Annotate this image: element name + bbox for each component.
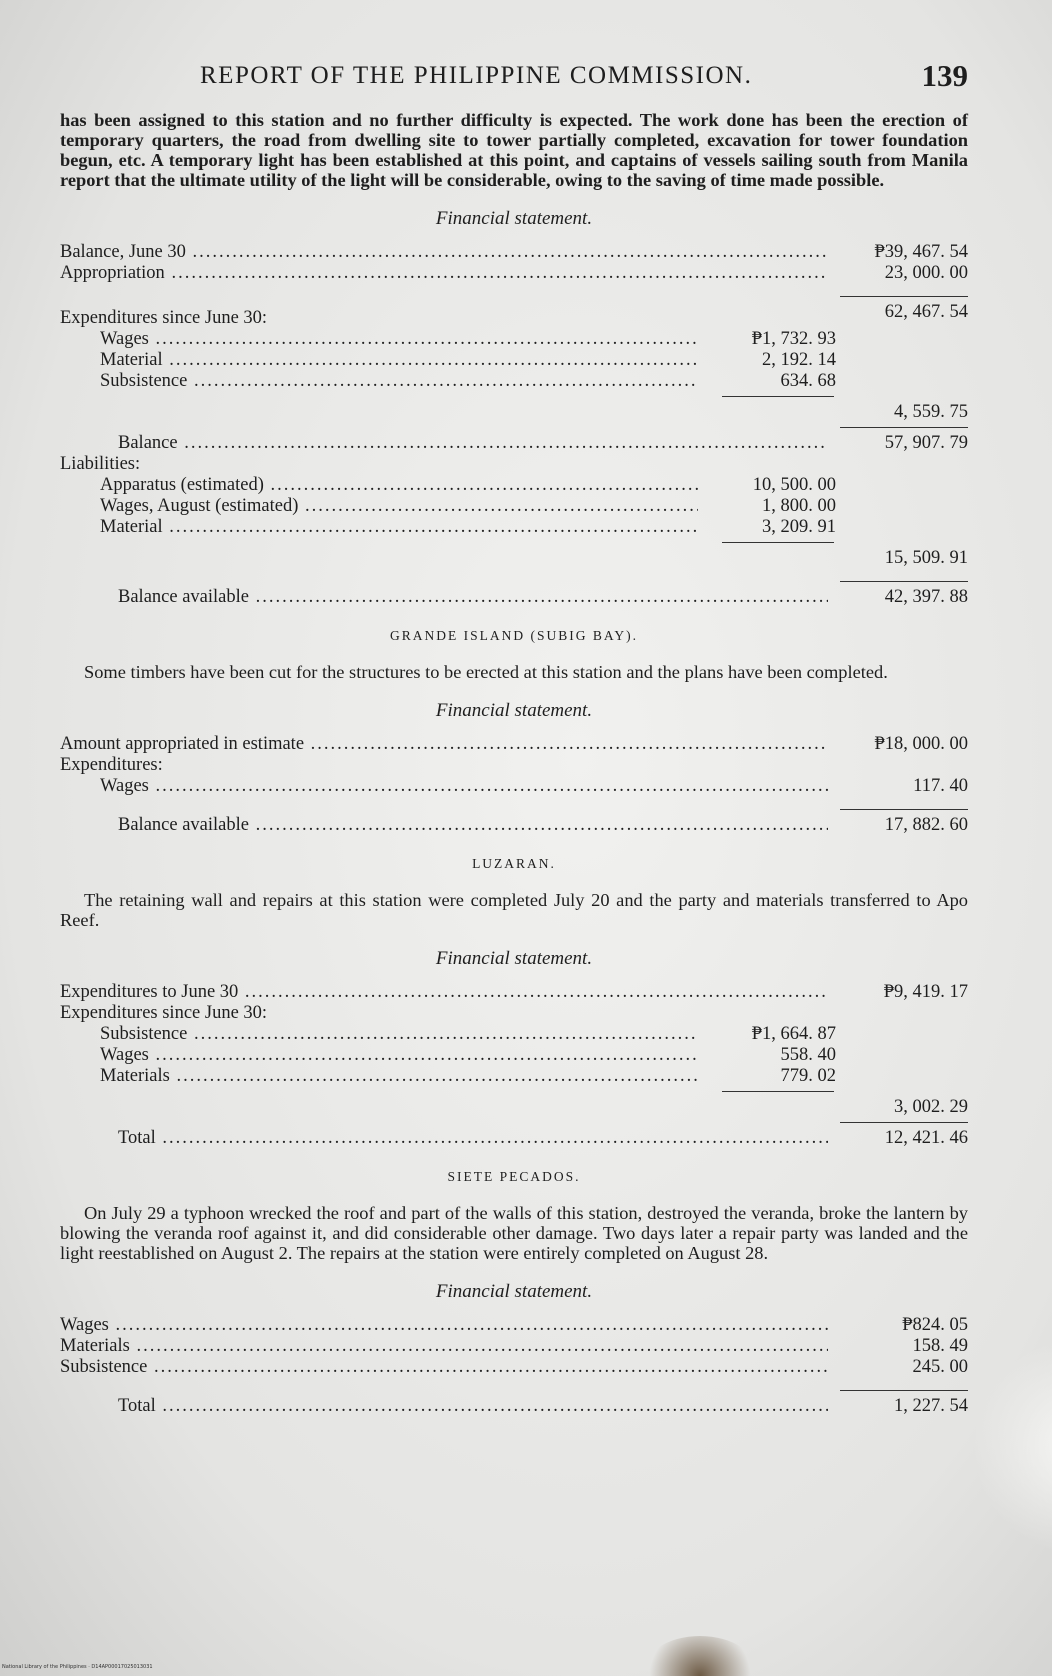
ledger-label: Subsistence .....: [60, 1024, 698, 1045]
financial-statement-title: Financial statement.: [435, 1281, 593, 1302]
financial-statement-title: Financial statement.: [435, 700, 593, 721]
ledger-amount: 10, 500. 00: [752, 475, 836, 495]
luzaran-paragraph: The retaining wall and repairs at this station were completed July 20 and the party and materials transferred to Apo Reef.: [60, 890, 968, 930]
ledger-rule: [60, 423, 968, 433]
financial-statement-grande: [60, 734, 968, 836]
ledger-amount: 42, 397. 88: [884, 587, 968, 607]
ledger-label: Expenditures since June 30:: [60, 1003, 268, 1023]
ledger-amount: ₱39, 467. 54: [874, 242, 968, 262]
archive-note: National Library of the Philippines · D14AP00017025013031: [2, 1664, 153, 1670]
financial-statement-luzaran: [60, 982, 968, 1149]
ledger-row: [60, 1357, 968, 1378]
ledger-row: [60, 433, 968, 454]
ledger-amount: ₱1, 664. 87: [751, 1024, 836, 1044]
ledger-row: [60, 1045, 968, 1066]
ledger-label: Amount appropriated in estimate .....: [60, 734, 828, 755]
ledger-row: [60, 776, 968, 797]
ledger-row: [60, 517, 968, 538]
ledger-label: Balance, June 30 .....: [60, 242, 828, 263]
ledger-amount: 57, 907. 79: [884, 433, 968, 453]
ledger-rule: [60, 797, 968, 815]
ledger-amount: 117. 40: [913, 776, 968, 796]
ledger-amount: ₱18, 000. 00: [874, 734, 968, 754]
ledger-label: Subsistence .....: [60, 1357, 828, 1378]
ledger-amount: 23, 000. 00: [884, 263, 968, 283]
grande-paragraph: Some timbers have been cut for the structures to be erected at this station and the plans have been completed.: [84, 662, 888, 682]
ledger-row: [60, 1396, 968, 1417]
ledger-label: Wages .....: [60, 1045, 698, 1066]
page-curl-highlight: [972, 1336, 1052, 1556]
ledger-row: [60, 371, 968, 392]
ledger-row: [60, 1024, 968, 1045]
ledger-label: Material .....: [60, 350, 698, 371]
ledger-amount: ₱824. 05: [902, 1315, 968, 1335]
ledger-amount: 634. 68: [780, 371, 836, 391]
ledger-row: [60, 982, 968, 1003]
ledger-row: [60, 350, 968, 371]
ledger-amount: 2, 192. 14: [762, 350, 836, 370]
ledger-row: [60, 1066, 968, 1087]
financial-statement-title: Financial statement.: [435, 948, 593, 969]
thumb-shadow: [640, 1636, 760, 1676]
ledger-label: Subsistence .....: [60, 371, 698, 392]
ledger-rule: [60, 392, 968, 402]
ledger-label: Expenditures:: [60, 755, 163, 775]
ledger-row: [60, 548, 968, 569]
intro-paragraph: has been assigned to this station and no further difficulty is expected. The work done has been the erection of temporary quarters, the road from dwelling site to tower partially completed, excavation for tower foundation begun, etc. A temporary light has been established at this point, and captains of vessels sailing south from Manila report that the ultimate utility of the light will be considerable, owing to the saving of time made possible.: [60, 110, 968, 190]
ledger-label: Material .....: [60, 517, 698, 538]
ledger-row: [60, 1003, 968, 1024]
ledger-rule: [60, 284, 968, 302]
ledger-label: Balance available .....: [60, 815, 828, 836]
ledger-label: Appropriation .....: [60, 263, 828, 284]
financial-statement-title: Financial statement.: [435, 208, 593, 229]
ledger-amount: 158. 49: [912, 1336, 968, 1356]
ledger-label: Wages, August (estimated) .....: [60, 496, 698, 517]
ledger-amount: ₱1, 732. 93: [751, 329, 836, 349]
ledger-row: [60, 815, 968, 836]
ledger-label: Materials .....: [60, 1066, 698, 1087]
ledger-amount: 4, 559. 75: [894, 402, 968, 422]
ledger-rule: [60, 1378, 968, 1396]
ledger-row: [60, 242, 968, 263]
page-header: [200, 58, 968, 98]
page-content: [60, 110, 968, 1417]
ledger-label: Expenditures since June 30:: [60, 308, 268, 328]
section-heading-grande-island: GRANDE ISLAND (SUBIG BAY).: [389, 628, 638, 643]
ledger-rule: [60, 1118, 968, 1128]
ledger-label: Wages .....: [60, 329, 698, 350]
page-number: 139: [921, 58, 968, 93]
ledger-amount: 1, 800. 00: [762, 496, 836, 516]
ledger-amount: 17, 882. 60: [884, 815, 968, 835]
ledger-row: [60, 587, 968, 608]
ledger-amount: ₱9, 419. 17: [883, 982, 968, 1002]
financial-statement-siete: [60, 1315, 968, 1417]
ledger-amount: 62, 467. 54: [884, 302, 968, 322]
ledger-label: Liabilities:: [60, 454, 141, 474]
ledger-row: [60, 1336, 968, 1357]
ledger-row: [60, 734, 968, 755]
ledger-label: Wages .....: [60, 1315, 828, 1336]
ledger-amount: 1, 227. 54: [894, 1396, 968, 1416]
ledger-label: Balance available .....: [60, 587, 828, 608]
ledger-label: Wages .....: [60, 776, 828, 797]
ledger-rule: [60, 538, 968, 548]
ledger-row: [60, 1128, 968, 1149]
ledger-label: Balance .....: [60, 433, 828, 454]
section-heading-luzaran: LUZARAN.: [472, 856, 556, 871]
ledger-row: [60, 475, 968, 496]
ledger-row: [60, 1315, 968, 1336]
ledger-amount: 3, 002. 29: [894, 1097, 968, 1117]
ledger-rule: [60, 569, 968, 587]
ledger-row: [60, 496, 968, 517]
ledger-row: [60, 755, 968, 776]
section-heading-siete-pecados: SIETE PECADOS.: [447, 1169, 581, 1184]
ledger-amount: 558. 40: [780, 1045, 836, 1065]
ledger-label: Total .....: [60, 1128, 828, 1149]
ledger-label: Materials .....: [60, 1336, 828, 1357]
ledger-rule: [60, 1087, 968, 1097]
running-title: REPORT OF THE PHILIPPINE COMMISSION.: [200, 62, 753, 89]
siete-paragraph: On July 29 a typhoon wrecked the roof and part of the walls of this station, destroyed the veranda, broke the lantern by blowing the veranda roof against it, and did considerable other damage. Two days later a repair party was landed and the light reestablished on August 2. The repairs at the station were entirely completed on August 28.: [60, 1203, 968, 1263]
ledger-label: Expenditures to June 30 .....: [60, 982, 828, 1003]
ledger-row: [60, 1097, 968, 1118]
ledger-amount: 15, 509. 91: [884, 548, 968, 568]
ledger-row: [60, 329, 968, 350]
financial-statement-intro: [60, 242, 968, 608]
ledger-row: [60, 263, 968, 284]
ledger-amount: 245. 00: [912, 1357, 968, 1377]
ledger-label: Apparatus (estimated) .....: [60, 475, 698, 496]
ledger-label: Total .....: [60, 1396, 828, 1417]
ledger-amount: 3, 209. 91: [762, 517, 836, 537]
ledger-amount: 12, 421. 46: [884, 1128, 968, 1148]
ledger-row: [60, 454, 968, 475]
ledger-row: [60, 402, 968, 423]
ledger-amount: 779. 02: [780, 1066, 836, 1086]
ledger-row: [60, 302, 968, 328]
